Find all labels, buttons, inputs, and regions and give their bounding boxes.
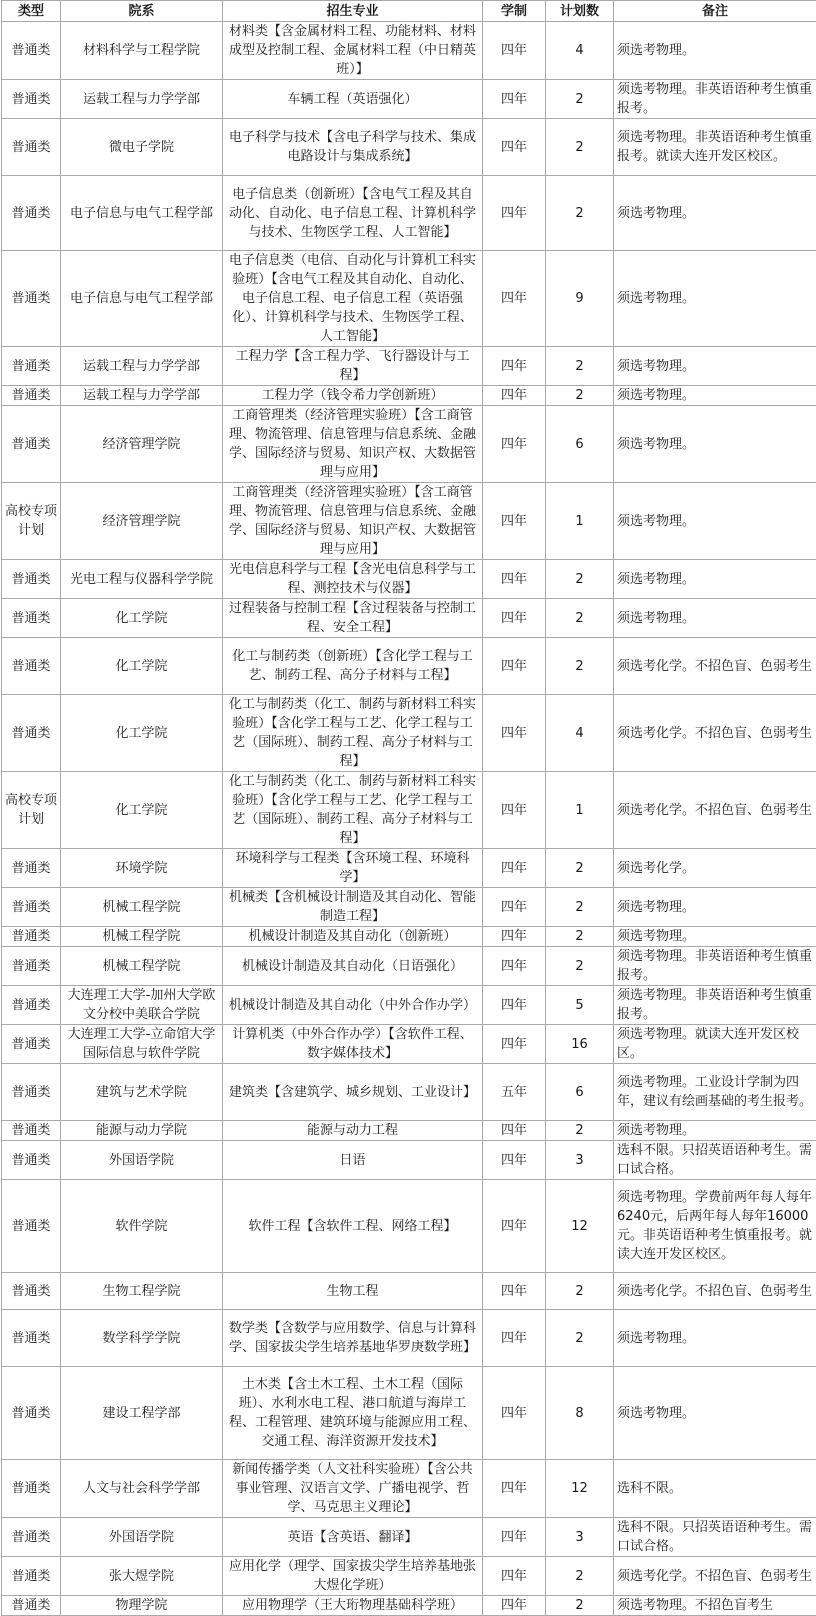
cell-years: 四年 <box>483 80 546 119</box>
cell-years: 四年 <box>483 347 546 386</box>
cell-years: 四年 <box>483 406 546 483</box>
cell-type: 普通类 <box>2 1141 61 1180</box>
table-row <box>2 1121 816 1141</box>
table-row <box>2 1310 816 1367</box>
cell-note: 须选考化学。不招色盲、色弱考生 <box>614 772 816 849</box>
cell-count: 12 <box>546 1180 614 1273</box>
cell-dept: 微电子学院 <box>61 119 223 176</box>
header-major: 招生专业 <box>223 1 483 22</box>
cell-note: 须选考物理。非英语语种考生慎重报考。 <box>614 986 816 1025</box>
cell-type: 普通类 <box>2 1460 61 1518</box>
cell-years: 四年 <box>483 1121 546 1141</box>
cell-dept: 建设工程学部 <box>61 1367 223 1460</box>
table-row <box>2 406 816 483</box>
table-row <box>2 888 816 927</box>
cell-count: 2 <box>546 849 614 888</box>
cell-major: 软件工程【含软件工程、网络工程】 <box>223 1180 483 1273</box>
cell-major: 英语【含英语、翻译】 <box>223 1518 483 1557</box>
cell-note: 须选考物理。 <box>614 599 816 638</box>
table-body <box>2 22 816 1616</box>
cell-note: 须选考化学。不招色盲、色弱考生 <box>614 695 816 772</box>
cell-dept: 大连理工大学-立命馆大学国际信息与软件学院 <box>61 1025 223 1064</box>
cell-note: 须选考物理。 <box>614 347 816 386</box>
cell-note: 须选考化学。不招色盲、色弱考生 <box>614 1557 816 1596</box>
cell-note: 须选考物理。 <box>614 483 816 560</box>
cell-type: 普通类 <box>2 638 61 695</box>
cell-dept: 机械工程学院 <box>61 947 223 986</box>
cell-major: 车辆工程（英语强化） <box>223 80 483 119</box>
cell-years: 四年 <box>483 386 546 406</box>
cell-major: 机械类【含机械设计制造及其自动化、智能制造工程】 <box>223 888 483 927</box>
cell-years: 四年 <box>483 1518 546 1557</box>
cell-count: 12 <box>546 1460 614 1518</box>
cell-note: 须选考物理。 <box>614 176 816 251</box>
cell-dept: 生物工程学院 <box>61 1273 223 1310</box>
cell-type: 普通类 <box>2 849 61 888</box>
header-type: 类型 <box>2 1 61 22</box>
cell-dept: 材料科学与工程学院 <box>61 22 223 80</box>
cell-major: 建筑类【含建筑学、城乡规划、工业设计】 <box>223 1064 483 1121</box>
cell-major: 材料类【含金属材料工程、功能材料、材料成型及控制工程、金属材料工程（中日精英班）】 <box>223 22 483 80</box>
cell-type: 普通类 <box>2 947 61 986</box>
cell-type: 普通类 <box>2 1064 61 1121</box>
cell-major: 电子科学与技术【含电子科学与技术、集成电路设计与集成系统】 <box>223 119 483 176</box>
header-count: 计划数 <box>546 1 614 22</box>
cell-major: 应用物理学（王大珩物理基础科学班） <box>223 1596 483 1616</box>
cell-note: 须选考物理。 <box>614 927 816 947</box>
table-row <box>2 22 816 80</box>
cell-type: 普通类 <box>2 888 61 927</box>
cell-major: 应用化学（理学、国家拔尖学生培养基地张大煜化学班） <box>223 1557 483 1596</box>
cell-count: 2 <box>546 638 614 695</box>
table-row <box>2 927 816 947</box>
table-row <box>2 986 816 1025</box>
cell-years: 四年 <box>483 695 546 772</box>
cell-dept: 软件学院 <box>61 1180 223 1273</box>
cell-count: 2 <box>546 119 614 176</box>
table-row <box>2 176 816 251</box>
cell-type: 普通类 <box>2 1025 61 1064</box>
cell-note: 须选考化学。 <box>614 849 816 888</box>
cell-years: 五年 <box>483 1064 546 1121</box>
table-row <box>2 1025 816 1064</box>
cell-years: 四年 <box>483 483 546 560</box>
cell-major: 生物工程 <box>223 1273 483 1310</box>
cell-years: 四年 <box>483 1310 546 1367</box>
cell-count: 2 <box>546 176 614 251</box>
cell-dept: 人文与社会科学学部 <box>61 1460 223 1518</box>
cell-type: 普通类 <box>2 1367 61 1460</box>
cell-type: 普通类 <box>2 1557 61 1596</box>
cell-type: 普通类 <box>2 927 61 947</box>
cell-type: 普通类 <box>2 406 61 483</box>
table-row <box>2 251 816 347</box>
table-row <box>2 638 816 695</box>
cell-dept: 物理学院 <box>61 1596 223 1616</box>
cell-count: 2 <box>546 888 614 927</box>
cell-count: 3 <box>546 1518 614 1557</box>
cell-count: 6 <box>546 406 614 483</box>
table-row <box>2 1141 816 1180</box>
cell-dept: 化工学院 <box>61 638 223 695</box>
cell-years: 四年 <box>483 1273 546 1310</box>
table-row <box>2 1596 816 1616</box>
cell-count: 1 <box>546 483 614 560</box>
cell-count: 2 <box>546 927 614 947</box>
cell-note: 须选考物理。不招色盲考生 <box>614 1596 816 1616</box>
cell-dept: 机械工程学院 <box>61 888 223 927</box>
cell-major: 电子信息类（电信、自动化与计算机工科实验班）【含电气工程及其自动化、自动化、电子信息工程、电子信息工程（英语强化）、计算机科学与技术、生物医学工程、人工智能】 <box>223 251 483 347</box>
cell-count: 2 <box>546 1273 614 1310</box>
cell-years: 四年 <box>483 638 546 695</box>
cell-type: 普通类 <box>2 176 61 251</box>
table-row <box>2 386 816 406</box>
cell-major: 工程力学【含工程力学、飞行器设计与工程】 <box>223 347 483 386</box>
cell-major: 工商管理类（经济管理实验班）【含工商管理、物流管理、信息管理与信息系统、金融学、国际经济与贸易、知识产权、大数据管理与应用】 <box>223 406 483 483</box>
cell-dept: 机械工程学院 <box>61 927 223 947</box>
cell-type: 普通类 <box>2 1121 61 1141</box>
cell-years: 四年 <box>483 927 546 947</box>
header-note: 备注 <box>614 1 816 22</box>
cell-count: 3 <box>546 1141 614 1180</box>
cell-dept: 化工学院 <box>61 695 223 772</box>
cell-years: 四年 <box>483 772 546 849</box>
cell-note: 须选考物理。 <box>614 1310 816 1367</box>
cell-type: 普通类 <box>2 560 61 599</box>
cell-note: 须选考物理。 <box>614 1367 816 1460</box>
cell-major: 土木类【含土木工程、土木工程（国际班）、水利水电工程、港口航道与海岸工程、工程管理、建筑环境与能源应用工程、交通工程、海洋资源开发技术】 <box>223 1367 483 1460</box>
cell-dept: 光电工程与仪器科学学院 <box>61 560 223 599</box>
cell-note: 须选考物理。 <box>614 560 816 599</box>
cell-count: 2 <box>546 1557 614 1596</box>
table-row <box>2 1180 816 1273</box>
cell-type: 普通类 <box>2 251 61 347</box>
table-row <box>2 1064 816 1121</box>
cell-years: 四年 <box>483 986 546 1025</box>
table-row <box>2 1367 816 1460</box>
cell-type: 普通类 <box>2 1518 61 1557</box>
cell-note: 选科不限。只招英语语种考生。需口试合格。 <box>614 1141 816 1180</box>
cell-major: 化工与制药类（化工、制药与新材料工科实验班）【含化学工程与工艺、化学工程与工艺（国际班）、制药工程、高分子材料与工程】 <box>223 695 483 772</box>
cell-note: 须选考物理。就读大连开发区校区。 <box>614 1025 816 1064</box>
cell-years: 四年 <box>483 1367 546 1460</box>
cell-dept: 张大煜学院 <box>61 1557 223 1596</box>
cell-dept: 能源与动力学院 <box>61 1121 223 1141</box>
cell-note: 须选考化学。不招色盲、色弱考生 <box>614 1273 816 1310</box>
cell-major: 工商管理类（经济管理实验班）【含工商管理、物流管理、信息管理与信息系统、金融学、国际经济与贸易、知识产权、大数据管理与应用】 <box>223 483 483 560</box>
table-row <box>2 947 816 986</box>
table-row <box>2 849 816 888</box>
cell-count: 2 <box>546 347 614 386</box>
cell-type: 普通类 <box>2 695 61 772</box>
cell-dept: 运载工程与力学学部 <box>61 80 223 119</box>
cell-dept: 外国语学院 <box>61 1141 223 1180</box>
cell-years: 四年 <box>483 1557 546 1596</box>
cell-dept: 外国语学院 <box>61 1518 223 1557</box>
cell-dept: 经济管理学院 <box>61 406 223 483</box>
cell-major: 环境科学与工程类【含环境工程、环境科学】 <box>223 849 483 888</box>
cell-years: 四年 <box>483 560 546 599</box>
table-row <box>2 1273 816 1310</box>
cell-type: 普通类 <box>2 22 61 80</box>
cell-note: 须选考物理。非英语语种考生慎重报考。就读大连开发区校区。 <box>614 119 816 176</box>
admission-plan-table <box>1 0 816 1616</box>
cell-dept: 经济管理学院 <box>61 483 223 560</box>
cell-dept: 电子信息与电气工程学部 <box>61 251 223 347</box>
cell-type: 普通类 <box>2 347 61 386</box>
cell-type: 普通类 <box>2 1310 61 1367</box>
cell-years: 四年 <box>483 1596 546 1616</box>
cell-count: 6 <box>546 1064 614 1121</box>
cell-type: 普通类 <box>2 386 61 406</box>
table-row <box>2 1460 816 1518</box>
cell-major: 新闻传播学类（人文社科实验班）【含公共事业管理、汉语言文学、广播电视学、哲学、马克思主义理论】 <box>223 1460 483 1518</box>
cell-count: 2 <box>546 386 614 406</box>
cell-note: 须选考物理。 <box>614 386 816 406</box>
cell-dept: 数学科学学院 <box>61 1310 223 1367</box>
cell-count: 4 <box>546 695 614 772</box>
cell-dept: 化工学院 <box>61 599 223 638</box>
cell-note: 须选考物理。非英语语种考生慎重报考。 <box>614 947 816 986</box>
cell-note: 须选考物理。 <box>614 406 816 483</box>
header-row <box>2 1 816 22</box>
header-years: 学制 <box>483 1 546 22</box>
cell-note: 须选考物理。学费前两年每人每年6240元，后两年每人每年16000元。非英语语种考生慎重报考。就读大连开发区校区。 <box>614 1180 816 1273</box>
cell-note: 须选考物理。工业设计学制为四年，建议有绘画基础的考生报考。 <box>614 1064 816 1121</box>
cell-dept: 运载工程与力学学部 <box>61 386 223 406</box>
cell-dept: 化工学院 <box>61 772 223 849</box>
cell-dept: 运载工程与力学学部 <box>61 347 223 386</box>
table-row <box>2 119 816 176</box>
cell-count: 2 <box>546 80 614 119</box>
cell-years: 四年 <box>483 888 546 927</box>
table-row <box>2 1557 816 1596</box>
cell-type: 普通类 <box>2 80 61 119</box>
cell-type: 普通类 <box>2 1180 61 1273</box>
cell-years: 四年 <box>483 1025 546 1064</box>
cell-type: 普通类 <box>2 1596 61 1616</box>
cell-type: 普通类 <box>2 119 61 176</box>
table-row <box>2 347 816 386</box>
cell-major: 机械设计制造及其自动化（创新班） <box>223 927 483 947</box>
table-row <box>2 772 816 849</box>
cell-count: 2 <box>546 1310 614 1367</box>
cell-type: 普通类 <box>2 986 61 1025</box>
cell-major: 能源与动力工程 <box>223 1121 483 1141</box>
cell-note: 须选考物理。 <box>614 888 816 927</box>
header-dept: 院系 <box>61 1 223 22</box>
cell-count: 4 <box>546 22 614 80</box>
cell-years: 四年 <box>483 849 546 888</box>
cell-years: 四年 <box>483 119 546 176</box>
cell-years: 四年 <box>483 599 546 638</box>
cell-note: 须选考物理。 <box>614 22 816 80</box>
cell-major: 日语 <box>223 1141 483 1180</box>
cell-note: 须选考物理。非英语语种考生慎重报考。 <box>614 80 816 119</box>
table-row <box>2 560 816 599</box>
cell-note: 须选考化学。不招色盲、色弱考生 <box>614 638 816 695</box>
cell-note: 须选考物理。 <box>614 251 816 347</box>
cell-count: 1 <box>546 772 614 849</box>
cell-years: 四年 <box>483 22 546 80</box>
cell-type: 高校专项计划 <box>2 772 61 849</box>
cell-years: 四年 <box>483 251 546 347</box>
cell-major: 电子信息类（创新班）【含电气工程及其自动化、自动化、电子信息工程、计算机科学与技术、生物医学工程、人工智能】 <box>223 176 483 251</box>
cell-major: 化工与制药类（化工、制药与新材料工科实验班）【含化学工程与工艺、化学工程与工艺（国际班）、制药工程、高分子材料与工程】 <box>223 772 483 849</box>
table-row <box>2 695 816 772</box>
cell-dept: 电子信息与电气工程学部 <box>61 176 223 251</box>
cell-type: 高校专项计划 <box>2 483 61 560</box>
cell-count: 8 <box>546 1367 614 1460</box>
cell-years: 四年 <box>483 947 546 986</box>
cell-note: 须选考物理。 <box>614 1121 816 1141</box>
cell-count: 2 <box>546 1596 614 1616</box>
cell-count: 2 <box>546 599 614 638</box>
cell-note: 选科不限。 <box>614 1460 816 1518</box>
cell-years: 四年 <box>483 176 546 251</box>
cell-count: 2 <box>546 1121 614 1141</box>
cell-dept: 环境学院 <box>61 849 223 888</box>
cell-dept: 建筑与艺术学院 <box>61 1064 223 1121</box>
table-row <box>2 483 816 560</box>
cell-major: 计算机类（中外合作办学）【含软件工程、数字媒体技术】 <box>223 1025 483 1064</box>
cell-note: 选科不限。只招英语语种考生。需口试合格。 <box>614 1518 816 1557</box>
cell-count: 5 <box>546 986 614 1025</box>
cell-major: 化工与制药类（创新班）【含化学工程与工艺、制药工程、高分子材料与工程】 <box>223 638 483 695</box>
table-row <box>2 80 816 119</box>
cell-years: 四年 <box>483 1180 546 1273</box>
cell-major: 机械设计制造及其自动化（中外合作办学） <box>223 986 483 1025</box>
cell-count: 2 <box>546 560 614 599</box>
cell-count: 16 <box>546 1025 614 1064</box>
cell-type: 普通类 <box>2 599 61 638</box>
cell-major: 工程力学（钱令希力学创新班） <box>223 386 483 406</box>
cell-count: 9 <box>546 251 614 347</box>
cell-major: 过程装备与控制工程【含过程装备与控制工程、安全工程】 <box>223 599 483 638</box>
cell-major: 光电信息科学与工程【含光电信息科学与工程、测控技术与仪器】 <box>223 560 483 599</box>
table-row <box>2 599 816 638</box>
cell-major: 数学类【含数学与应用数学、信息与计算科学、国家拔尖学生培养基地华罗庚数学班】 <box>223 1310 483 1367</box>
cell-years: 四年 <box>483 1141 546 1180</box>
table-row <box>2 1518 816 1557</box>
cell-major: 机械设计制造及其自动化（日语强化） <box>223 947 483 986</box>
cell-years: 四年 <box>483 1460 546 1518</box>
cell-type: 普通类 <box>2 1273 61 1310</box>
cell-dept: 大连理工大学-加州大学欧文分校中美联合学院 <box>61 986 223 1025</box>
cell-count: 2 <box>546 947 614 986</box>
